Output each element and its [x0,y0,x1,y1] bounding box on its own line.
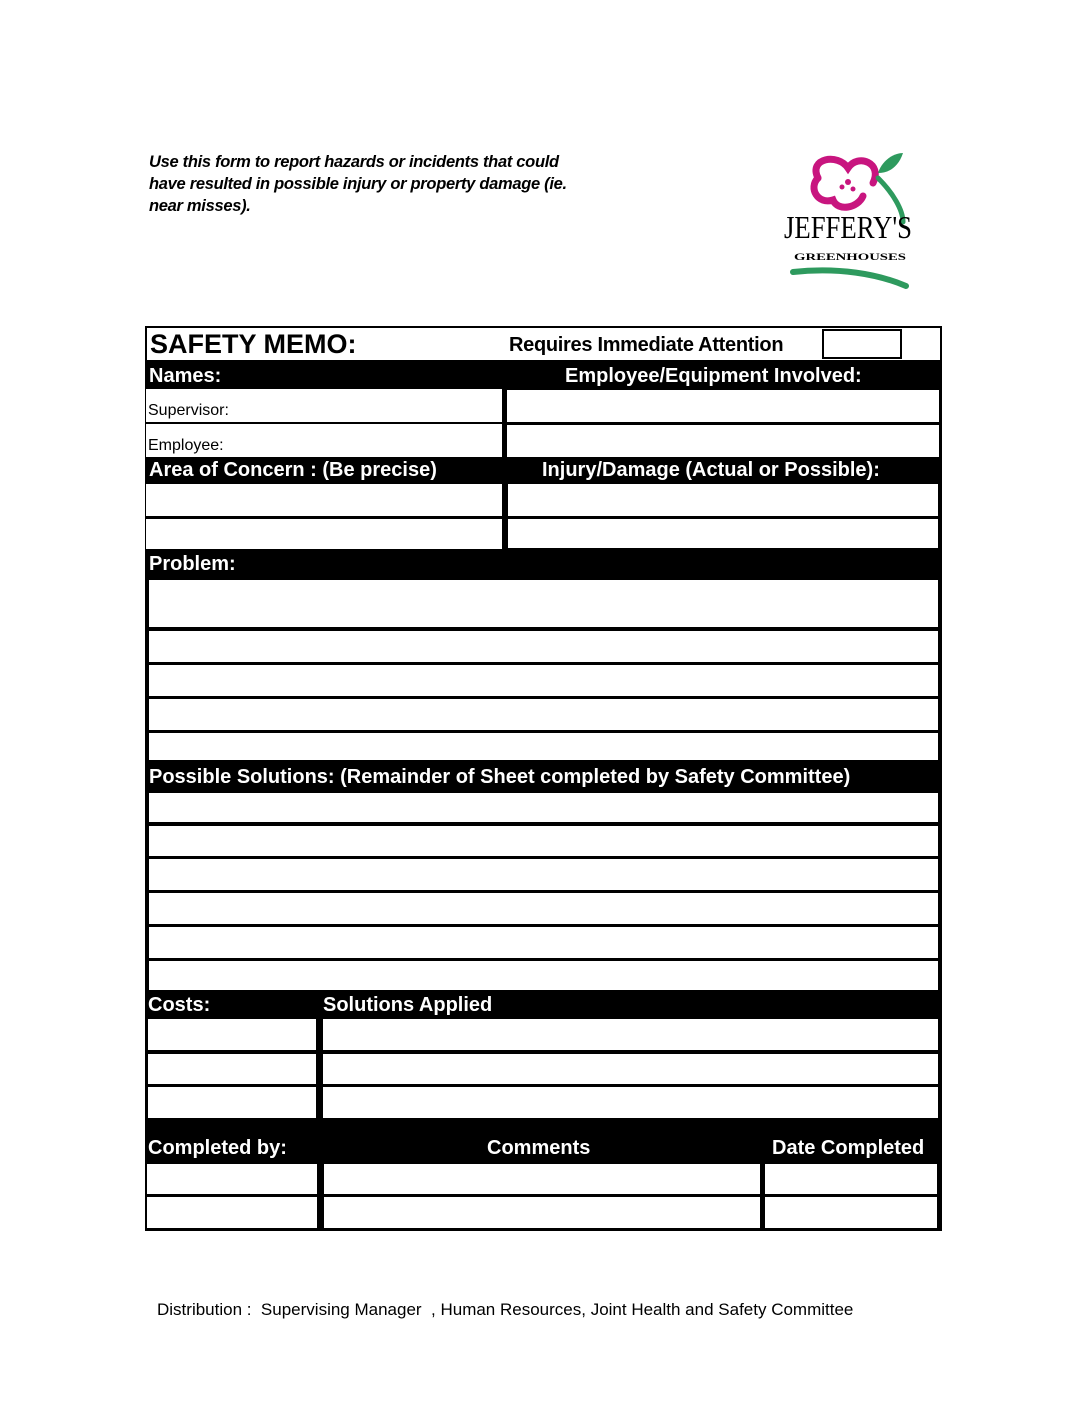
problem-line-2[interactable] [149,631,938,662]
area-field-2[interactable] [146,519,502,549]
completed-field-2[interactable] [147,1197,317,1228]
solutions-line-4[interactable] [149,893,938,924]
svg-text:GREENHOUSES: GREENHOUSES [794,252,906,262]
cost-field-1[interactable] [148,1019,316,1050]
date-field-2[interactable] [765,1197,937,1228]
problem-line-4[interactable] [149,699,938,730]
solutions-line-6[interactable] [149,961,938,990]
form-title: SAFETY MEMO: [150,329,357,359]
intro-text: Use this form to report hazards or incidents that could have resulted in possible injury or property damage (ie. near misses). [149,153,567,215]
form-title-row [147,328,940,360]
costs-header: Costs: [148,994,211,1016]
date-field-1[interactable] [765,1164,937,1194]
problem-header: Problem: [149,553,236,575]
employee-field[interactable] [146,424,502,457]
cost-field-2[interactable] [148,1054,316,1084]
applied-field-3[interactable] [323,1087,938,1118]
solutions-line-1[interactable] [149,793,938,822]
area-header: Area of Concern : (Be precise) [149,459,437,481]
urgent-checkbox[interactable] [822,329,902,359]
completed-header: Completed by: [148,1137,287,1159]
comments-field-2[interactable] [324,1197,760,1228]
problem-line-1[interactable] [149,580,938,627]
jefferys-greenhouses-logo [778,150,918,290]
comments-header: Comments [487,1137,591,1159]
names-header: Names: [149,365,222,387]
injury-field-1[interactable] [508,484,938,516]
comments-field-1[interactable] [324,1164,760,1194]
injury-header: Injury/Damage (Actual or Possible): [542,459,880,481]
supervisor-label: Supervisor: [148,402,229,419]
solutions-line-2[interactable] [149,826,938,856]
solutions-header: Possible Solutions: (Remainder of Sheet completed by Safety Committee) [149,766,851,788]
involved-field-2[interactable] [507,425,939,457]
involved-header: Employee/Equipment Involved: [565,365,862,387]
date-header: Date Completed [772,1137,925,1159]
supervisor-field[interactable] [146,389,502,422]
applied-header: Solutions Applied [323,994,493,1016]
injury-field-2[interactable] [508,519,938,548]
safety-memo-form [145,326,942,1231]
distribution-note: Distribution : Supervising Manager , Human Resources, Joint Health and Safety Committee [157,1300,854,1319]
cost-field-3[interactable] [148,1087,316,1118]
employee-label: Employee: [148,437,224,454]
area-field-1[interactable] [146,484,502,516]
problem-line-5[interactable] [149,733,938,760]
solutions-line-3[interactable] [149,859,938,890]
involved-field-1[interactable] [507,390,939,422]
svg-text:JEFFERY'S: JEFFERY'S [784,209,912,245]
completed-field-1[interactable] [147,1164,317,1194]
problem-line-3[interactable] [149,665,938,696]
applied-field-2[interactable] [323,1054,938,1084]
urgent-label: Requires Immediate Attention [509,334,784,356]
solutions-line-5[interactable] [149,927,938,958]
applied-field-1[interactable] [323,1019,938,1050]
